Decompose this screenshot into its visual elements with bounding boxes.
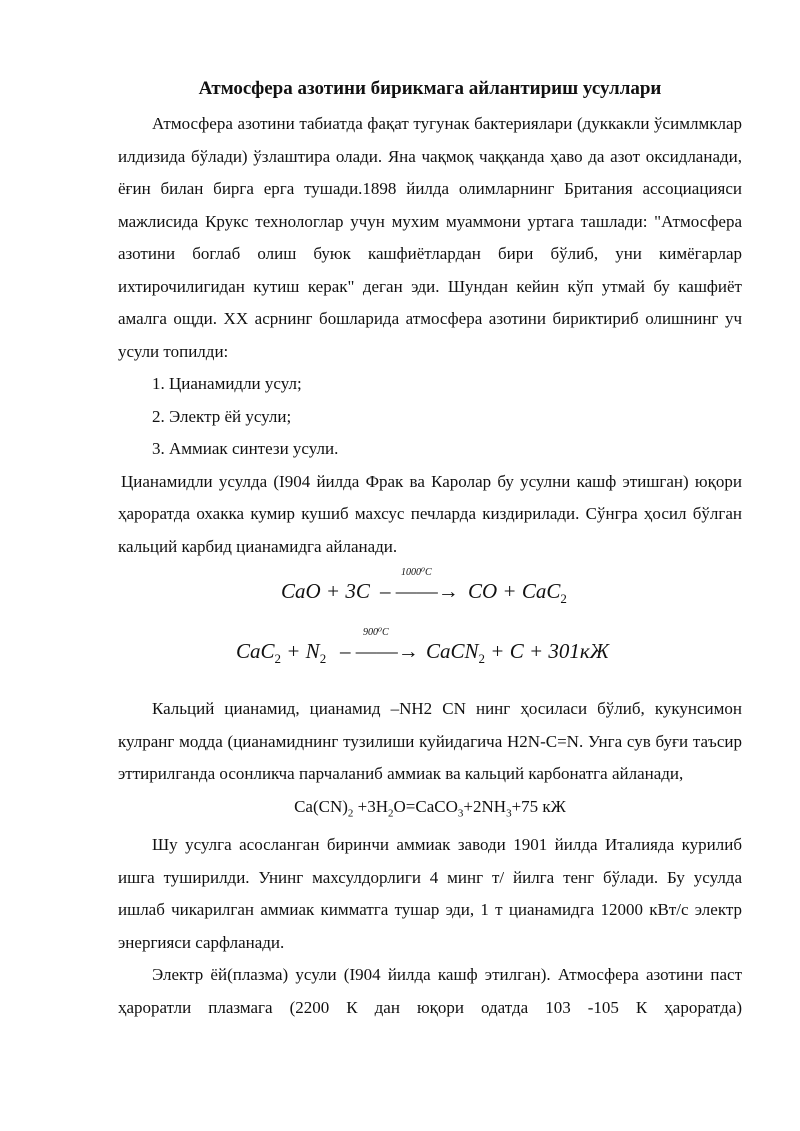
formula2-arrow: – ——→ xyxy=(340,639,419,663)
formula1-rhs: CO + CaC$_2$ xyxy=(468,579,567,607)
formula2-rhs: CaCN$_2$ + C + 301кЖ xyxy=(426,639,609,667)
document-title: Атмосфера азотини бирикмага айлантириш усуллари xyxy=(198,78,662,99)
calcium-cyanamide-paragraph: Кальций цианамид, цианамид –NH2 CN нинг ҳосиласи бўлиб, кукунсимон кулранг модда (цианамиднинг тузилиши куйидагича H2N-C=N. Унга сув буғи таъсир эттирилганда осонликча парчаланиб аммиак ва кальций карбонатга айланади, xyxy=(118,699,742,783)
method-item-2: 2. Электр ёй усули; xyxy=(152,406,292,426)
reaction-hydrolysis: $Ca(CN)_2$ $+3H_2O=CaCO_3+2NH_3+75$ кЖ xyxy=(294,796,566,819)
formula2-lhs: $CaC_2 + N_2$ xyxy=(236,639,327,667)
arc-method-paragraph: Электр ёй(плазма) усули (I904 йилда кашф этилган). Атмосфера азотини паст ҳароратли плазмага (2200 К дан юқори одатда 103 -105 К ҳароратда) xyxy=(118,965,742,1017)
formula2-condition: 900⁰C xyxy=(363,627,389,638)
document-page xyxy=(118,72,742,1024)
formula1-condition: 1000⁰C xyxy=(401,567,432,578)
formula-calcium-cyanamide xyxy=(118,623,742,693)
factory-paragraph: Шу усулга асосланган биринчи аммиак заводи 1901 йилда Италияда курилиб ишга туширилди. Унинг махсулдорлиги 4 минг т/ йилга тенг бўлади. Бу усулда ишлаб чикарилган аммиак кимматга тушар эди, 1 т цианамидга 12000 кВт/с электр энергияси сарфланади. xyxy=(118,835,742,952)
intro-paragraph: Атмосфера азотини табиатда фақат тугунак бактериялари (дуккакли ўсимлмклар илдизида бўлади) ўзлаштира олади. Яна чақмоқ чаққанда ҳаво да азот оксидланади, ёғин билан бирга ерга тушади.1898 йилда олимларнинг Британия ассоциацияси мажлисида Крукс технологлар учун мухим муаммони уртага ташлади: "Атмосфера азотини боглаб олиш буюк кашфиётлардан бири бўлиб, уни кимёгарлар ихтирочилигидан кутиш керак" деган эди. Шундан кейин кўп утмай бу кашфиёт амалга ощди. XX асрнинг бошларида атмосфера азотини бириктириб олишнинг уч усули топилди: xyxy=(118,114,742,361)
formula1-lhs: CaO + 3C xyxy=(281,579,370,603)
method-item-1: 1. Цианамидли усул; xyxy=(152,374,302,393)
cyanamide-paragraph: Цианамидли усулда (I904 йилда Фрак ва Каролар бу усулни кашф этишган) юқори ҳароратда охакка кумир кушиб махсус печларда киздирилади. Сўнгра ҳосил бўлган кальций карбид цианамидга айланади. xyxy=(118,471,742,556)
formula1-arrow: – ——→ xyxy=(380,579,459,603)
method-item-3: 3. Аммиак синтези усули. xyxy=(152,439,339,458)
formula-calcium-carbide xyxy=(118,563,742,623)
